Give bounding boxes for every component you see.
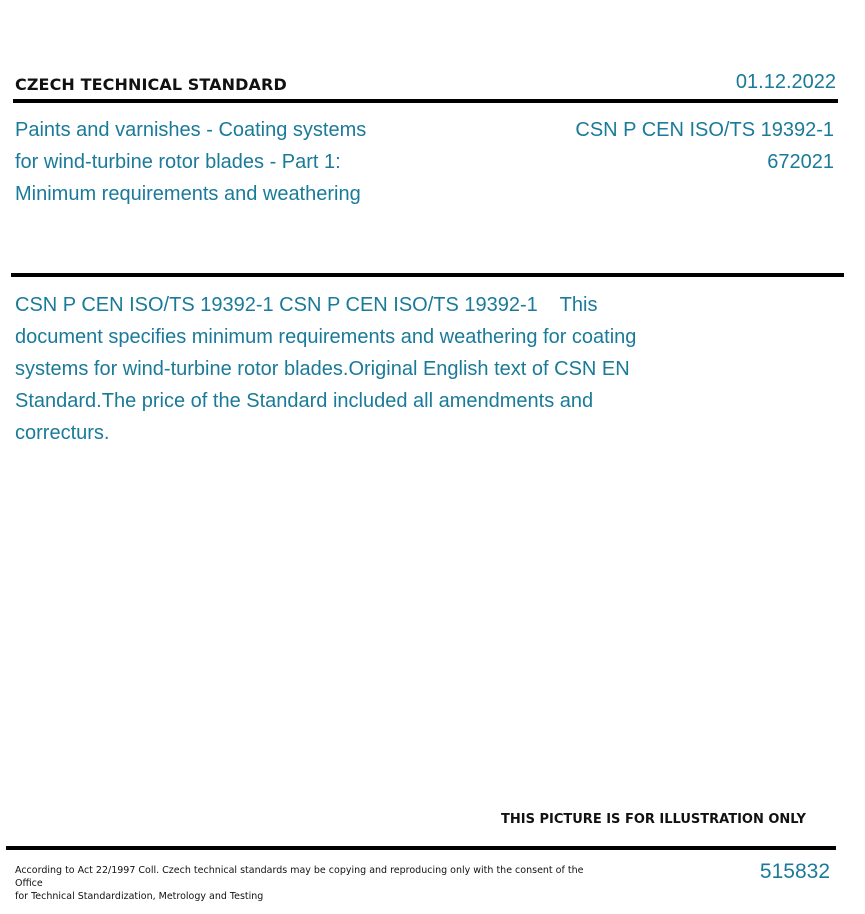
- standard-code: CSN P CEN ISO/TS 19392-1: [575, 119, 834, 141]
- footer-divider: [6, 846, 836, 850]
- document-type-label: CZECH TECHNICAL STANDARD: [15, 75, 287, 94]
- standard-title: [15, 114, 415, 210]
- header-divider: [13, 99, 838, 103]
- illustration-notice: THIS PICTURE IS FOR ILLUSTRATION ONLY: [501, 812, 806, 827]
- standard-title-line: Paints and varnishes - Coating systems: [15, 119, 367, 141]
- standard-title-line: for wind-turbine rotor blades - Part 1:: [15, 151, 341, 173]
- standard-identifiers: [575, 114, 834, 178]
- legal-notice-line: for Technical Standardization, Metrology and Testing: [15, 891, 264, 902]
- abstract-text: CSN P CEN ISO/TS 19392-1 CSN P CEN ISO/TS 19392-1 This document specifies minimum requirements and weathering for coating systems for wind-turbine rotor blades.Original English text of CSN EN Standard.The price of the Standard included all amendments and correcturs.: [15, 294, 642, 444]
- legal-notice: [15, 864, 585, 903]
- section-divider: [11, 273, 844, 277]
- classification-number: 672021: [767, 151, 834, 173]
- legal-notice-line: According to Act 22/1997 Coll. Czech technical standards may be copying and reproducing only with the consent of the Office: [15, 865, 584, 889]
- document-number: 515832: [759, 860, 830, 883]
- publication-date: 01.12.2022: [735, 71, 836, 93]
- standard-title-line: Minimum requirements and weathering: [15, 183, 361, 205]
